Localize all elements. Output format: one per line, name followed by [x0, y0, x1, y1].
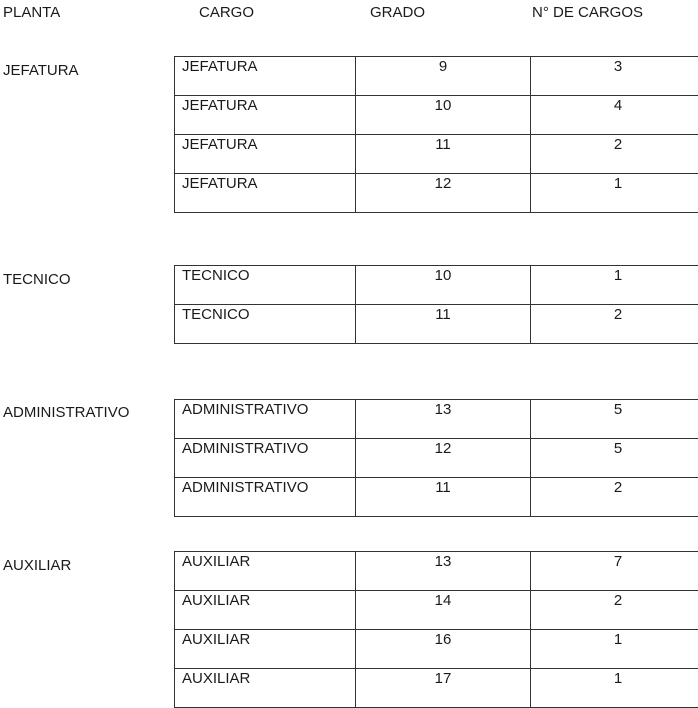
cell-cargo: JEFATURA [175, 96, 356, 135]
cell-cargo: ADMINISTRATIVO [175, 400, 356, 439]
cell-grado: 13 [356, 400, 531, 439]
cell-num-cargos: 2 [531, 305, 698, 344]
cell-num-cargos: 1 [531, 174, 698, 213]
cell-grado: 17 [356, 669, 531, 708]
table-row [175, 669, 698, 708]
cell-cargo: JEFATURA [175, 135, 356, 174]
cell-cargo: AUXILIAR [175, 669, 356, 708]
cell-num-cargos: 1 [531, 266, 698, 305]
table-tecnico [174, 265, 698, 344]
cell-cargo: TECNICO [175, 305, 356, 344]
cell-cargo: AUXILIAR [175, 591, 356, 630]
cell-num-cargos: 2 [531, 478, 698, 517]
cell-num-cargos: 2 [531, 591, 698, 630]
table-row [175, 266, 698, 305]
cell-num-cargos: 3 [531, 57, 698, 96]
table-row [175, 57, 698, 96]
planta-label-tecnico: TECNICO [3, 271, 71, 288]
cell-cargo: AUXILIAR [175, 630, 356, 669]
cell-grado: 12 [356, 174, 531, 213]
cell-cargo: ADMINISTRATIVO [175, 439, 356, 478]
cell-grado: 11 [356, 478, 531, 517]
table-row [175, 591, 698, 630]
cell-grado: 16 [356, 630, 531, 669]
planta-label-auxiliar: AUXILIAR [3, 557, 71, 574]
cell-num-cargos: 2 [531, 135, 698, 174]
table-administrativo [174, 399, 698, 517]
cell-cargo: TECNICO [175, 266, 356, 305]
table-row [175, 478, 698, 517]
table-auxiliar [174, 551, 698, 708]
cell-num-cargos: 5 [531, 439, 698, 478]
table-jefatura [174, 56, 698, 213]
table-row [175, 400, 698, 439]
table-row [175, 630, 698, 669]
cell-num-cargos: 1 [531, 630, 698, 669]
cell-num-cargos: 1 [531, 669, 698, 708]
header-planta: PLANTA [3, 4, 60, 21]
cell-num-cargos: 4 [531, 96, 698, 135]
planta-label-administrativo: ADMINISTRATIVO [3, 404, 129, 421]
table-row [175, 305, 698, 344]
cell-grado: 13 [356, 552, 531, 591]
cell-grado: 10 [356, 96, 531, 135]
cell-cargo: AUXILIAR [175, 552, 356, 591]
table-row [175, 174, 698, 213]
cell-num-cargos: 7 [531, 552, 698, 591]
cell-grado: 10 [356, 266, 531, 305]
cell-grado: 12 [356, 439, 531, 478]
cell-grado: 11 [356, 305, 531, 344]
table-row [175, 96, 698, 135]
table-row [175, 439, 698, 478]
planta-label-jefatura: JEFATURA [3, 62, 79, 79]
cell-grado: 11 [356, 135, 531, 174]
table-row [175, 552, 698, 591]
cell-cargo: ADMINISTRATIVO [175, 478, 356, 517]
header-num-cargos: N° DE CARGOS [532, 4, 643, 21]
cell-grado: 14 [356, 591, 531, 630]
cell-num-cargos: 5 [531, 400, 698, 439]
cell-grado: 9 [356, 57, 531, 96]
table-row [175, 135, 698, 174]
cell-cargo: JEFATURA [175, 174, 356, 213]
header-grado: GRADO [370, 4, 425, 21]
header-cargo: CARGO [199, 4, 254, 21]
cell-cargo: JEFATURA [175, 57, 356, 96]
